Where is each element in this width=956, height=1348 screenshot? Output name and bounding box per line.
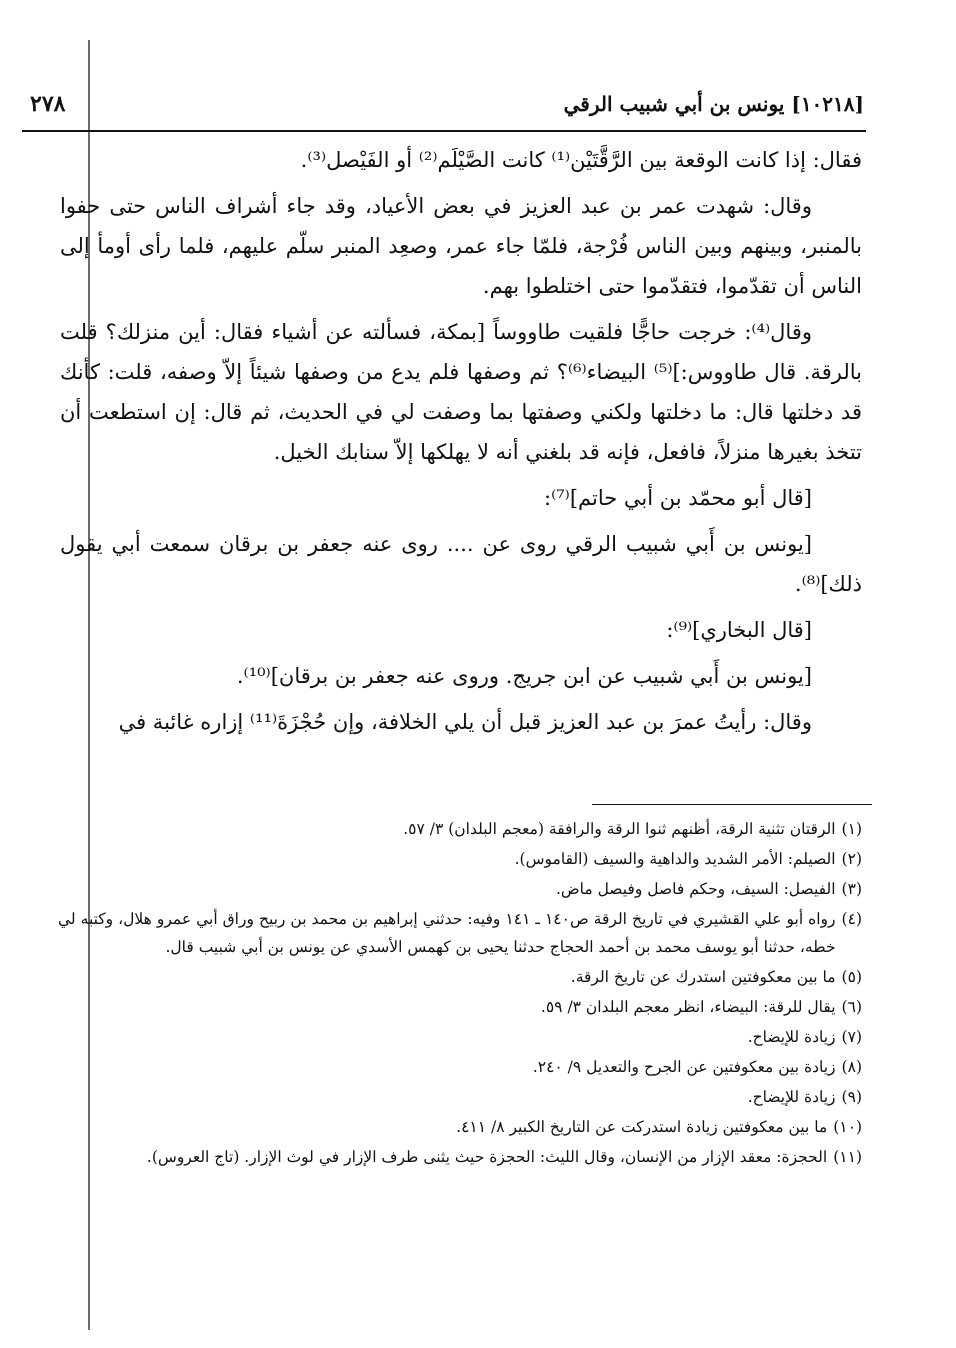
body-paragraph: [قال البخاري]⁽⁹⁾:: [666, 618, 812, 642]
footnote: [58, 905, 862, 961]
body-paragraph: [قال أبو محمّد بن أبي حاتم]⁽⁷⁾:: [544, 486, 812, 510]
footnote: [58, 1083, 862, 1111]
footnote-number: (٦): [841, 998, 862, 1016]
footnote: [58, 815, 862, 843]
footnote-separator: [592, 804, 872, 805]
footnote-number: (٢): [841, 850, 862, 868]
footnote-text: زيادة بين معكوفتين عن الجرح والتعديل ٩/ ٢٤٠.: [532, 1058, 836, 1076]
footnote: [58, 1113, 862, 1141]
footnote-text: الفيصل: السيف، وحكم فاصل وفيصل ماض.: [555, 880, 836, 898]
footnote-text: رواه أبو علي القشيري في تاريخ الرقة ص١٤٠ ـ ١٤١ وفيه: حدثني إبراهيم بن محمد بن ربيح وراق أبي عمرو هلال، وكتبه لي خطه، حدثنا أبو يوسف محمد بن أحمد الحجاج حدثنا يحيى بن كهمس الأسدي عن يونس بن أبي شبيب قال.: [58, 910, 836, 956]
footnote: [58, 845, 862, 873]
body-paragraph: وقال: شهدت عمر بن عبد العزيز في بعض الأعياد، وقد جاء أشراف الناس حتى حفوا بالمنبر، وبينهم وبين الناس فُرْجة، فلمّا جاء عمر، وصعِد المنبر سلّم عليهم، فلما رأى أومأ إلى الناس أن تقدّموا، فتقدّموا حتى اختلطوا بهم.: [60, 194, 862, 298]
footnote: [58, 963, 862, 991]
footnote-number: (٤): [841, 910, 862, 928]
page-number: ٢٧٨: [30, 91, 66, 117]
main-text: [60, 140, 862, 748]
footnote-number: (٩): [841, 1088, 862, 1106]
page-header: [30, 80, 864, 128]
body-paragraph: فقال: إذا كانت الوقعة بين الرَّقَّتَيْن⁽¹⁾ كانت الصَّيْلَم⁽²⁾ أو الفَيْصل⁽³⁾.: [300, 148, 862, 172]
footnote-text: ما بين معكوفتين استدرك عن تاريخ الرقة.: [570, 968, 836, 986]
running-title: [١٠٢١٨] يونس بن أبي شبيب الرقي: [563, 92, 864, 116]
footnote-text: زيادة للإيضاح.: [747, 1028, 836, 1046]
body-paragraph: [يونس بن أَبي شبيب الرقي روى عن .... روى عنه جعفر بن برقان سمعت أبي يقول ذلك]⁽⁸⁾.: [60, 532, 862, 596]
footnote-number: (١١): [833, 1148, 862, 1166]
body-paragraph: وقال: رأيتُ عمرَ بن عبد العزيز قبل أن يلي الخلافة، وإن حُجْزَةَ⁽¹¹⁾ إزاره غائبة في: [118, 710, 812, 734]
footnotes: [58, 815, 862, 1173]
footnote-number: (٨): [841, 1058, 862, 1076]
footnote-number: (٥): [841, 968, 862, 986]
body-paragraph: [يونس بن أَبي شبيب عن ابن جريج. وروى عنه جعفر بن برقان]⁽¹⁰⁾.: [236, 664, 812, 688]
body-paragraph: وقال⁽⁴⁾: خرجت حاجًّا فلقيت طاووساً [بمكة، فسألته عن أشياء فقال: أين منزلك؟ قلت بالرقة. قال طاووس:]⁽⁵⁾ البيضاء⁽⁶⁾؟ ثم وصفها فلم يدع من وصفها شيئاً إلاّ وصفه، قلت: كأنك قد دخلتها قال: ما دخلتها ولكني وصفتها بما وصفت لي في الحديث، ثم قال: إن استطعت أن تتخذ بغيرها منزلاً، فافعل، فإنه قد بلغني أنه لا يهلكها إلاّ سنابك الخيل.: [60, 320, 862, 464]
footnote: [58, 1143, 862, 1171]
footnote: [58, 875, 862, 903]
header-rule: [22, 130, 866, 132]
footnote: [58, 1023, 862, 1051]
footnote-text: الرقتان تثنية الرقة، أظنهم ثنوا الرقة والرافقة (معجم البلدان) ٣/ ٥٧.: [403, 820, 836, 838]
footnote-number: (٧): [841, 1028, 862, 1046]
footnote-text: ما بين معكوفتين زيادة استدركت عن التاريخ الكبير ٨/ ٤١١.: [456, 1118, 828, 1136]
footnote-text: الصيلم: الأمر الشديد والداهية والسيف (القاموس).: [514, 850, 836, 868]
footnote-number: (٣): [841, 880, 862, 898]
footnote-text: زيادة للإيضاح.: [747, 1088, 836, 1106]
footnote-number: (١٠): [833, 1118, 862, 1136]
footnote: [58, 1053, 862, 1081]
footnote-number: (١): [841, 820, 862, 838]
footnote: [58, 993, 862, 1021]
footnote-text: الحجزة: معقد الإزار من الإنسان، وقال الليث: الحجزة حيث يثنى طرف الإزار في لوث الإزار. (تاج العروس).: [146, 1148, 828, 1166]
footnote-text: يقال للرقة: البيضاء، انظر معجم البلدان ٣/ ٥٩.: [540, 998, 836, 1016]
